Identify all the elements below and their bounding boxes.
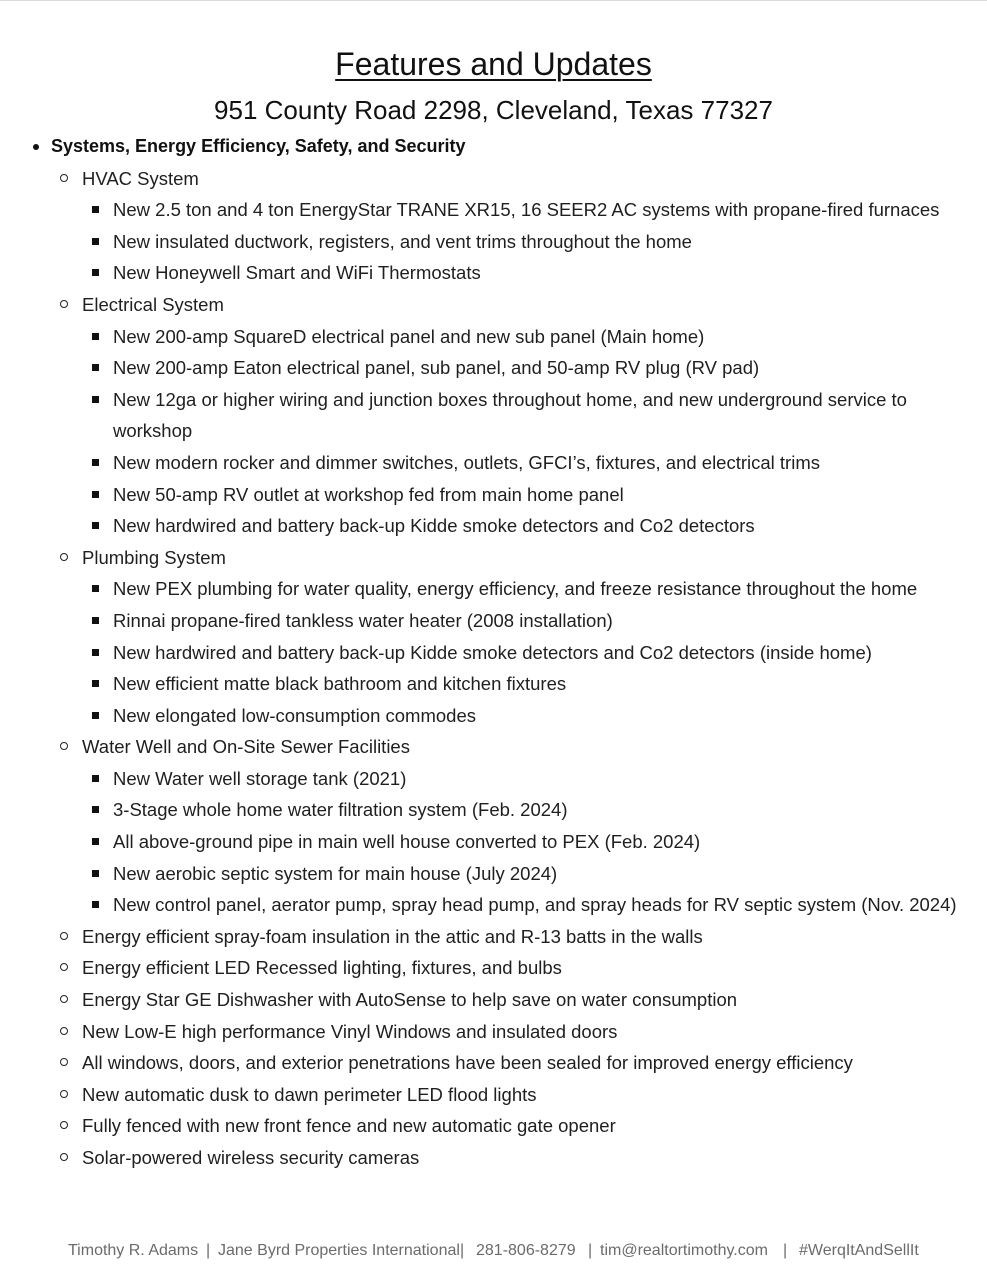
footer-separator: |	[460, 1242, 465, 1259]
square-bullet-icon	[92, 522, 99, 529]
list-item	[0, 226, 987, 258]
circle-bullet-icon	[60, 1153, 68, 1161]
list-item-text: New 2.5 ton and 4 ton EnergyStar TRANE XR15, 16 SEER2 AC systems with propane-fired furnaces	[113, 199, 940, 221]
list-item-text: New efficient matte black bathroom and kitchen fixtures	[113, 673, 567, 695]
list-item-text: Energy efficient spray-foam insulation in the attic and R-13 batts in the walls	[82, 925, 703, 947]
square-bullet-icon	[92, 269, 99, 276]
circle-bullet-icon	[60, 553, 68, 561]
list-item	[0, 289, 987, 321]
list-item	[0, 542, 987, 574]
list-item	[0, 637, 987, 669]
subsection-label-electrical: Electrical System	[82, 293, 224, 315]
square-bullet-icon	[92, 870, 99, 877]
list-item	[0, 921, 987, 953]
square-bullet-icon	[92, 206, 99, 213]
list-item	[0, 1047, 987, 1079]
square-bullet-icon	[92, 491, 99, 498]
square-bullet-icon	[92, 396, 99, 403]
square-bullet-icon	[92, 806, 99, 813]
square-bullet-icon	[92, 838, 99, 845]
list-item-text: Solar-powered wireless security cameras	[82, 1147, 420, 1168]
section-heading-row	[0, 131, 987, 163]
list-item	[0, 573, 987, 605]
list-item-text: 3-Stage whole home water filtration system (Feb. 2024)	[113, 799, 568, 821]
list-item-text: New PEX plumbing for water quality, energy efficiency, and freeze resistance throughout the home	[113, 578, 918, 600]
footer-company: Jane Byrd Properties International	[218, 1242, 460, 1259]
circle-bullet-icon	[60, 1121, 68, 1129]
circle-bullet-icon	[60, 932, 68, 940]
footer-separator: |	[588, 1242, 593, 1259]
square-bullet-icon	[92, 333, 99, 340]
list-item-text: New modern rocker and dimmer switches, outlets, GFCI’s, fixtures, and electrical trims	[113, 451, 820, 473]
list-item	[0, 700, 987, 732]
list-item	[0, 384, 987, 416]
list-item	[0, 257, 987, 289]
list-item	[0, 479, 987, 511]
list-item-text: New Water well storage tank (2021)	[113, 767, 407, 789]
list-item	[0, 794, 987, 826]
list-item	[0, 731, 987, 763]
square-bullet-icon	[92, 775, 99, 782]
square-bullet-icon	[92, 617, 99, 624]
square-bullet-icon	[92, 680, 99, 687]
list-item-text: New hardwired and battery back-up Kidde smoke detectors and Co2 detectors	[113, 515, 755, 537]
circle-bullet-icon	[60, 1058, 68, 1066]
square-bullet-icon	[92, 238, 99, 245]
subsection-label-water: Water Well and On-Site Sewer Facilities	[82, 736, 410, 758]
list-item-text: Fully fenced with new front fence and new automatic gate opener	[82, 1115, 616, 1137]
list-item-text: New Low-E high performance Vinyl Windows and insulated doors	[82, 1020, 618, 1042]
list-item	[0, 1079, 987, 1111]
square-bullet-icon	[92, 364, 99, 371]
square-bullet-icon	[92, 712, 99, 719]
page-top-rule	[0, 0, 987, 1]
square-bullet-icon	[92, 585, 99, 592]
list-item	[0, 858, 987, 890]
list-item-text: New elongated low-consumption commodes	[113, 704, 476, 726]
list-item-text: New insulated ductwork, registers, and vent trims throughout the home	[113, 230, 692, 252]
list-item	[0, 1142, 987, 1174]
disc-bullet-icon	[33, 144, 39, 150]
footer-hashtag: #WerqItAndSellIt	[799, 1242, 919, 1259]
circle-bullet-icon	[60, 300, 68, 308]
list-item-text: New Honeywell Smart and WiFi Thermostats	[113, 262, 481, 284]
list-item	[0, 763, 987, 795]
circle-bullet-icon	[60, 742, 68, 750]
circle-bullet-icon	[60, 995, 68, 1003]
list-item	[0, 1110, 987, 1142]
square-bullet-icon	[92, 901, 99, 908]
list-item-continuation	[0, 415, 987, 447]
list-item-text: New aerobic septic system for main house (July 2024)	[113, 862, 558, 884]
list-item-text: New 12ga or higher wiring and junction boxes throughout home, and new underground service to	[113, 388, 907, 410]
list-item-text: New automatic dusk to dawn perimeter LED flood lights	[82, 1083, 537, 1105]
footer-separator: |	[783, 1242, 788, 1259]
list-item	[0, 447, 987, 479]
features-list	[0, 131, 987, 1174]
list-item-text: Rinnai propane-fired tankless water heater (2008 installation)	[113, 609, 613, 631]
circle-bullet-icon	[60, 1090, 68, 1098]
subsection-label-hvac: HVAC System	[82, 167, 199, 189]
list-item-text: Energy Star GE Dishwasher with AutoSense to help save on water consumption	[82, 989, 738, 1011]
circle-bullet-icon	[60, 963, 68, 971]
list-item	[0, 321, 987, 353]
square-bullet-icon	[92, 649, 99, 656]
list-item-text: workshop	[113, 420, 193, 442]
page-title: Features and Updates	[335, 46, 652, 82]
footer-email-link[interactable]: tim@realtortimothy.com	[600, 1242, 768, 1259]
list-item-text: New hardwired and battery back-up Kidde smoke detectors and Co2 detectors (inside home)	[113, 641, 872, 663]
list-item-text: New 50-amp RV outlet at workshop fed from main home panel	[113, 483, 624, 505]
square-bullet-icon	[92, 459, 99, 466]
footer-agent-name: Timothy R. Adams	[68, 1242, 199, 1259]
list-item	[0, 952, 987, 984]
list-item-text: All above-ground pipe in main well house converted to PEX (Feb. 2024)	[113, 831, 701, 853]
list-item	[0, 163, 987, 195]
list-item-text: Energy efficient LED Recessed lighting, fixtures, and bulbs	[82, 957, 562, 979]
circle-bullet-icon	[60, 1027, 68, 1035]
list-item	[0, 352, 987, 384]
circle-bullet-icon	[60, 174, 68, 182]
list-item	[0, 605, 987, 637]
list-item	[0, 668, 987, 700]
footer-phone: 281-806-8279	[476, 1242, 576, 1259]
list-item-text: New 200-amp Eaton electrical panel, sub panel, and 50-amp RV plug (RV pad)	[113, 357, 760, 379]
list-item-text: All windows, doors, and exterior penetrations have been sealed for improved energy efficiency	[82, 1052, 853, 1074]
list-item	[0, 826, 987, 858]
list-item	[0, 984, 987, 1016]
section-heading: Systems, Energy Efficiency, Safety, and Security	[51, 136, 466, 156]
list-item	[0, 889, 987, 921]
subsection-label-plumbing: Plumbing System	[82, 546, 226, 568]
list-item	[0, 1016, 987, 1048]
footer-separator: |	[206, 1242, 211, 1259]
page-footer	[0, 1239, 987, 1263]
property-address: 951 County Road 2298, Cleveland, Texas 77327	[214, 95, 773, 125]
list-item-text: New 200-amp SquareD electrical panel and new sub panel (Main home)	[113, 325, 705, 347]
list-item-text: New control panel, aerator pump, spray head pump, and spray heads for RV septic system (Nov. 2024)	[113, 894, 957, 916]
list-item	[0, 510, 987, 542]
list-item	[0, 194, 987, 226]
